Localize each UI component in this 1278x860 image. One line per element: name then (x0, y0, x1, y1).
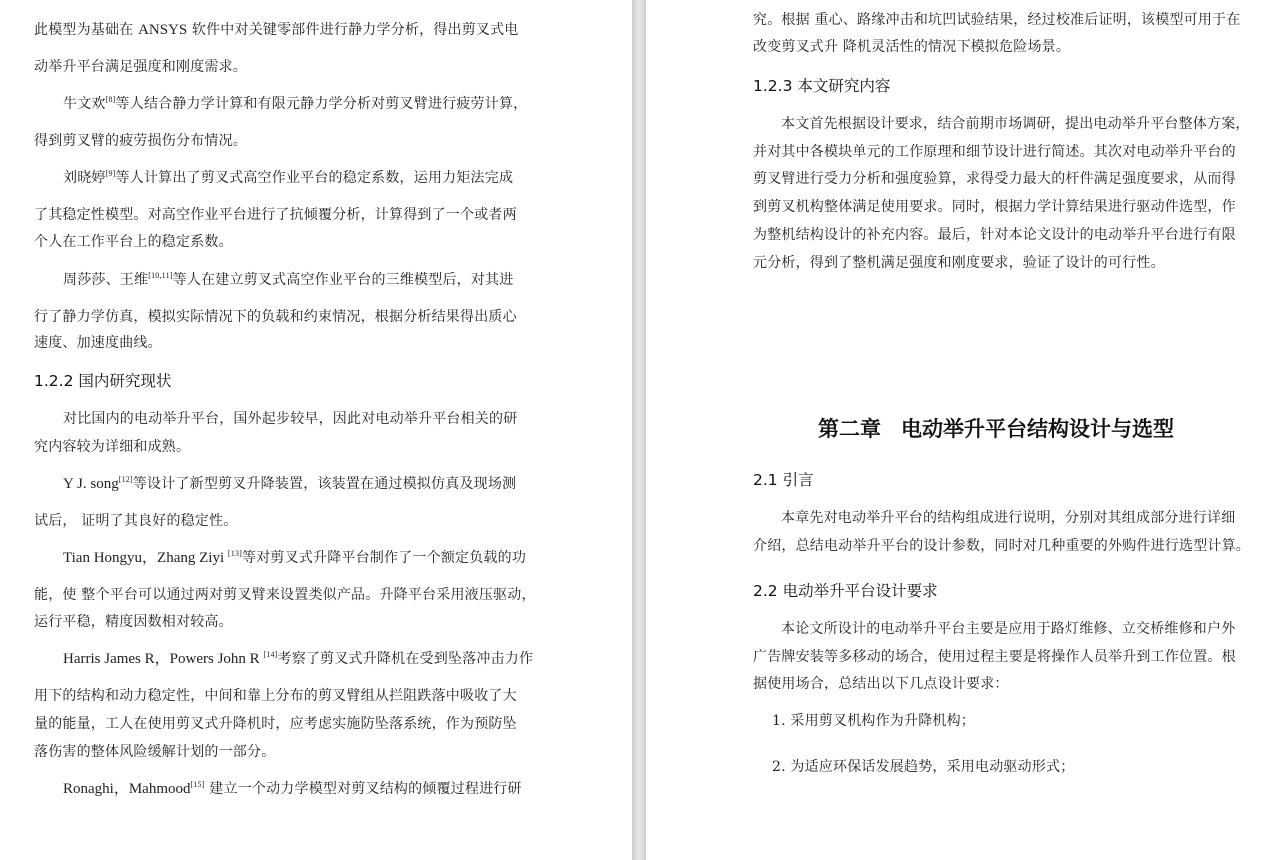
paragraph-line: 速度、加速度曲线。 (34, 335, 162, 351)
paragraph-line: Y J. song[12]等设计了新型剪叉升降装置，该装置在通过模拟仿真及现场测 (63, 475, 517, 492)
paragraph-line: 改变剪叉式升 降机灵活性的情况下模拟危险场景。 (753, 39, 1071, 55)
paragraph-line: 本论文所设计的电动举升平台主要是应用于路灯维修、立交桥维修和户外 (781, 621, 1236, 637)
citation-15: [15] (190, 780, 205, 789)
section-heading-2-1: 2.1 引言 (753, 471, 814, 489)
paragraph-line: 介绍，总结电动举升平台的设计参数，同时对几种重要的外购件进行选型计算。 (753, 538, 1250, 554)
paragraph-line: 量的能量，工人在使用剪叉式升降机时，应考虑实施防坠落系统，作为预防坠 (34, 716, 517, 732)
paragraph-line: Ronaghi，Mahmood[15] 建立一个动力学模型对剪叉结构的倾覆过程进行研 (63, 780, 522, 797)
document-page-left (0, 0, 632, 860)
paragraph-line: 此模型为基础在 ANSYS 软件中对关键零部件进行静力学分析，得出剪叉式电 (34, 22, 519, 38)
document-page-right (646, 0, 1278, 860)
chapter-title: 第二章 电动举升平台结构设计与选型 (818, 417, 1174, 441)
page-gutter (632, 0, 646, 860)
paragraph-line: 牛文欢[8]等人结合静力学计算和有限元静力学分析对剪叉臂进行疲劳计算， (63, 95, 528, 112)
paragraph-line: 元分析，得到了整机满足强度和刚度要求，验证了设计的可行性。 (753, 255, 1165, 271)
paragraph-line: 落伤害的整体风险缓解计划的一部分。 (34, 744, 276, 760)
paragraph-line: 动举升平台满足强度和刚度需求。 (34, 59, 247, 75)
paragraph-line: 行了静力学仿真，模拟实际情况下的负载和约束情况，根据分析结果得出质心 (34, 309, 517, 325)
paragraph-line: 刘晓婷[9]等人计算出了剪叉式高空作业平台的稳定系数，运用力矩法完成 (63, 169, 514, 186)
paragraph-line: Tian Hongyu，Zhang Ziyi [13]等对剪叉式升降平台制作了一个额定负载的功 (63, 549, 527, 566)
paragraph-line: 周莎莎、王维[10,11]等人在建立剪叉式高空作业平台的三维模型后，对其进 (63, 271, 514, 288)
paragraph-line: 得到剪叉臂的疲劳损伤分布情况。 (34, 133, 247, 149)
citation-10-11: [10,11] (148, 271, 173, 280)
section-heading-1-2-2: 1.2.2 国内研究现状 (34, 372, 172, 390)
citation-12: [12] (118, 475, 133, 484)
paragraph-line: 本文首先根据设计要求，结合前期市场调研，提出电动举升平台整体方案， (781, 116, 1250, 132)
paragraph-line: 到剪叉机构整体满足使用要求。同时，根据力学计算结果进行驱动件选型，作 (753, 199, 1236, 215)
paragraph-line: 为整机结构设计的补充内容。最后，针对本论文设计的电动举升平台进行有限 (753, 227, 1236, 243)
paragraph-line: 运行平稳，精度因数相对较高。 (34, 614, 233, 630)
paragraph-line: 用下的结构和动力稳定性，中间和靠上分布的剪叉臂组从拦阻跌落中吸收了大 (34, 688, 517, 704)
paragraph-line: 剪叉臂进行受力分析和强度验算，求得受力最大的杆件满足强度要求，从而得 (753, 171, 1236, 187)
paragraph-line: 了其稳定性模型。对高空作业平台进行了抗倾覆分析，计算得到了一个或者两 (34, 207, 517, 223)
section-heading-1-2-3: 1.2.3 本文研究内容 (753, 77, 891, 95)
paragraph-line: 能，使 整个平台可以通过两对剪叉臂来设置类似产品。升降平台采用液压驱动， (34, 587, 536, 603)
paragraph-line: 据使用场合，总结出以下几点设计要求： (753, 676, 1009, 692)
citation-9: [9] (105, 169, 116, 178)
paragraph-line: 个人在工作平台上的稳定系数。 (34, 234, 233, 250)
list-item: 2. 为适应环保话发展趋势，采用电动驱动形式； (772, 759, 1075, 775)
list-item: 1. 采用剪叉机构作为升降机构； (772, 713, 976, 729)
citation-8: [8] (105, 95, 116, 104)
citation-13: [13] (227, 549, 243, 558)
paragraph-line: 究。根据 重心、路缘冲击和坑凹试验结果，经过校准后证明，该模型可用于在 (753, 12, 1241, 28)
paragraph-line: 广告牌安装等多移动的场合，使用过程主要是将操作人员举升到工作位置。根 (753, 649, 1236, 665)
paragraph-line: Harris James R，Powers John R [14]考察了剪叉式升降机在受到坠落冲击力作 (63, 650, 534, 667)
paragraph-line: 本章先对电动举升平台的结构组成进行说明，分别对其组成部分进行详细 (781, 510, 1236, 526)
paragraph-line: 对比国内的电动举升平台，国外起步较早，因此对电动举升平台相关的研 (63, 411, 518, 427)
paragraph-line: 究内容较为详细和成熟。 (34, 439, 191, 455)
paragraph-line: 并对其中各模块单元的工作原理和细节设计进行简述。其次对电动举升平台的 (753, 144, 1236, 160)
paragraph-line: 试后， 证明了其良好的稳定性。 (34, 513, 238, 529)
section-heading-2-2: 2.2 电动举升平台设计要求 (753, 582, 938, 600)
citation-14: [14] (263, 650, 278, 659)
